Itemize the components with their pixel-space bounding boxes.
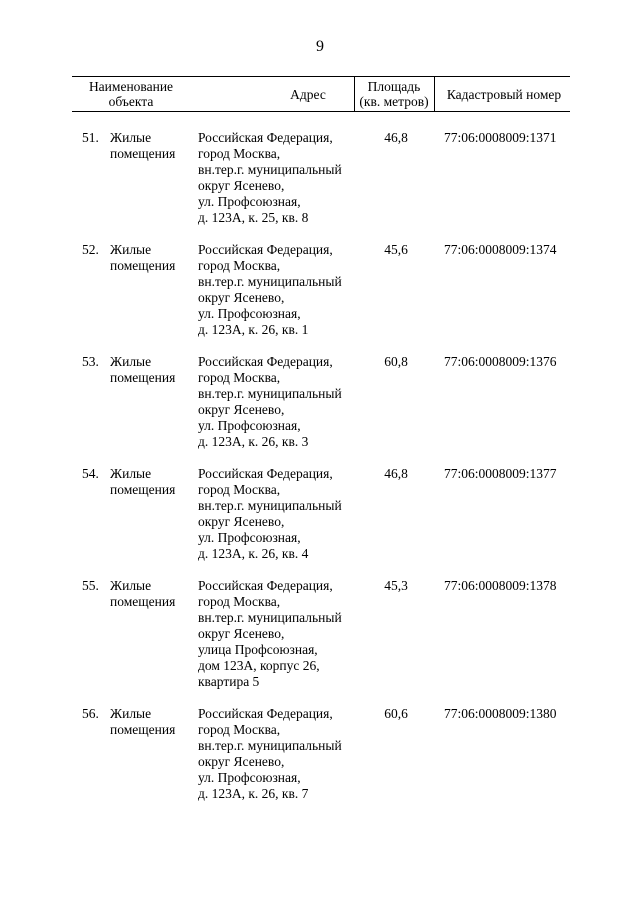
address-line: вн.тер.г. муниципальный — [198, 498, 342, 513]
address-line: д. 123А, к. 26, кв. 7 — [198, 786, 309, 801]
object-name — [110, 578, 198, 610]
object-name — [110, 706, 198, 738]
header-address-line: Адрес — [290, 86, 326, 102]
object-name-line: помещения — [110, 722, 176, 737]
object-name — [110, 354, 198, 386]
address — [198, 130, 356, 226]
header-name — [72, 77, 190, 111]
object-name-line: помещения — [110, 146, 176, 161]
address-line: округ Ясенево, — [198, 402, 285, 417]
address-line: вн.тер.г. муниципальный — [198, 610, 342, 625]
object-name — [110, 130, 198, 162]
address-line: Российская Федерация, — [198, 466, 333, 481]
address-line: Российская Федерация, — [198, 354, 333, 369]
address-line: улица Профсоюзная, — [198, 642, 318, 657]
header-cadastral — [438, 77, 570, 111]
address-line: дом 123А, корпус 26, — [198, 658, 320, 673]
table-header — [72, 76, 570, 112]
object-name-line: помещения — [110, 370, 176, 385]
address-line: округ Ясенево, — [198, 290, 285, 305]
header-cadastral-line: Кадастровый номер — [446, 86, 562, 102]
property-table — [72, 76, 570, 818]
row-number: 52. — [82, 242, 99, 257]
table-row — [72, 354, 570, 466]
object-name-line: Жилые — [110, 706, 152, 721]
address-line: ул. Профсоюзная, — [198, 194, 301, 209]
address-line: квартира 5 — [198, 674, 260, 689]
address-line: округ Ясенево, — [198, 178, 285, 193]
address-line: ул. Профсоюзная, — [198, 770, 301, 785]
address-line: город Москва, — [198, 146, 281, 161]
table-row — [72, 706, 570, 818]
address-line: вн.тер.г. муниципальный — [198, 738, 342, 753]
cadastral-number: 77:06:0008009:1374 — [444, 242, 557, 257]
address-line: ул. Профсоюзная, — [198, 418, 301, 433]
row-number: 56. — [82, 706, 99, 721]
object-name-line: Жилые — [110, 242, 152, 257]
area-value: 45,3 — [384, 578, 408, 593]
header-name-line: Наименование — [88, 79, 174, 94]
address-line: город Москва, — [198, 370, 281, 385]
object-name-line: помещения — [110, 482, 176, 497]
address — [198, 466, 356, 562]
object-name-line: помещения — [110, 258, 176, 273]
address-line: округ Ясенево, — [198, 754, 285, 769]
address-line: вн.тер.г. муниципальный — [198, 162, 342, 177]
row-number: 51. — [82, 130, 99, 145]
cadastral-number: 77:06:0008009:1371 — [444, 130, 557, 145]
header-divider — [434, 77, 435, 111]
area-value: 46,8 — [384, 130, 408, 145]
table-body — [72, 130, 570, 818]
address-line: д. 123А, к. 26, кв. 4 — [198, 546, 309, 561]
address — [198, 242, 356, 338]
address-line: город Москва, — [198, 482, 281, 497]
address-line: д. 123А, к. 26, кв. 3 — [198, 434, 309, 449]
area-value: 45,6 — [384, 242, 408, 257]
address — [198, 578, 356, 690]
object-name — [110, 466, 198, 498]
header-divider — [354, 77, 355, 111]
address-line: округ Ясенево, — [198, 514, 285, 529]
table-row — [72, 130, 570, 242]
header-name-line: объекта — [108, 94, 154, 109]
address-line: город Москва, — [198, 258, 281, 273]
area-value: 46,8 — [384, 466, 408, 481]
page-number: 9 — [316, 38, 324, 55]
address — [198, 706, 356, 802]
object-name — [110, 242, 198, 274]
address-line: город Москва, — [198, 594, 281, 609]
cadastral-number: 77:06:0008009:1380 — [444, 706, 557, 721]
cadastral-number: 77:06:0008009:1376 — [444, 354, 557, 369]
object-name-line: помещения — [110, 594, 176, 609]
cadastral-number: 77:06:0008009:1377 — [444, 466, 557, 481]
area-value: 60,6 — [384, 706, 408, 721]
address-line: ул. Профсоюзная, — [198, 530, 301, 545]
address-line: округ Ясенево, — [198, 626, 285, 641]
header-area — [354, 77, 434, 111]
header-area-line: (кв. метров) — [359, 94, 429, 109]
row-number: 53. — [82, 354, 99, 369]
table-row — [72, 578, 570, 706]
address — [198, 354, 356, 450]
address-line: Российская Федерация, — [198, 130, 333, 145]
address-line: город Москва, — [198, 722, 281, 737]
address-line: д. 123А, к. 25, кв. 8 — [198, 210, 309, 225]
address-line: д. 123А, к. 26, кв. 1 — [198, 322, 309, 337]
address-line: Российская Федерация, — [198, 242, 333, 257]
row-number: 54. — [82, 466, 99, 481]
table-row — [72, 466, 570, 578]
table-row — [72, 242, 570, 354]
object-name-line: Жилые — [110, 578, 152, 593]
object-name-line: Жилые — [110, 354, 152, 369]
address-line: Российская Федерация, — [198, 578, 333, 593]
object-name-line: Жилые — [110, 130, 152, 145]
address-line: Российская Федерация, — [198, 706, 333, 721]
row-number: 55. — [82, 578, 99, 593]
area-value: 60,8 — [384, 354, 408, 369]
address-line: вн.тер.г. муниципальный — [198, 386, 342, 401]
address-line: вн.тер.г. муниципальный — [198, 274, 342, 289]
object-name-line: Жилые — [110, 466, 152, 481]
header-area-line: Площадь — [367, 79, 421, 94]
address-line: ул. Профсоюзная, — [198, 306, 301, 321]
cadastral-number: 77:06:0008009:1378 — [444, 578, 557, 593]
